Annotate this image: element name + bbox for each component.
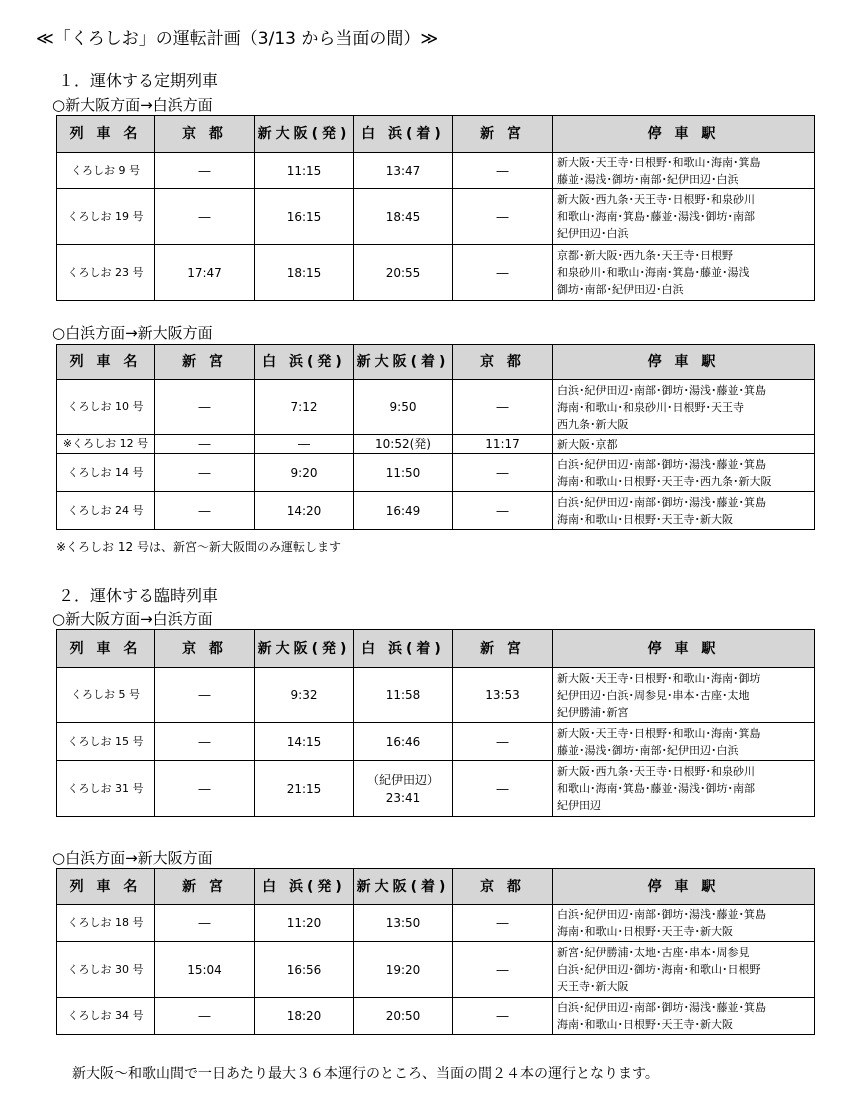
column-header: 京 都	[453, 869, 553, 905]
time-cell: ―	[453, 153, 553, 189]
time-cell: ―	[155, 454, 255, 492]
time-cell: ―	[255, 435, 354, 454]
column-header: 停 車 駅	[553, 630, 815, 668]
table-row	[57, 492, 815, 530]
train-name-cell: くろしお 10 号	[57, 380, 155, 435]
time-cell: 18:15	[255, 245, 354, 301]
stops-line: 藤並･湯浅･御坊･南部･紀伊田辺･白浜	[557, 743, 739, 757]
stops-line: 新宮･紀伊勝浦･太地･古座･串本･周参見	[557, 946, 750, 959]
train-name-cell: くろしお 15 号	[57, 723, 155, 761]
column-header: 停 車 駅	[553, 869, 815, 905]
table-row	[57, 454, 815, 492]
stops-line: 紀伊田辺･白浜	[557, 227, 629, 240]
column-header: 列 車 名	[57, 345, 155, 380]
time-cell: 17:47	[155, 245, 255, 301]
time-cell: 16:49	[354, 492, 453, 530]
stops-cell	[553, 998, 815, 1035]
page-title: ≪「くろしお」の運転計画（3/13 から当面の間）≫	[36, 29, 439, 49]
time-cell: ―	[453, 942, 553, 998]
stops-line: 白浜･紀伊田辺･御坊･海南･和歌山･日根野	[557, 963, 761, 976]
stops-cell	[553, 761, 815, 817]
time-cell: ―	[453, 189, 553, 245]
time-cell: 19:20	[354, 942, 453, 998]
column-header: 白 浜(発)	[255, 345, 354, 380]
time-cell: 15:04	[155, 942, 255, 998]
table-row	[57, 189, 815, 245]
time-cell: ―	[453, 761, 553, 817]
time-cell: ―	[155, 435, 255, 454]
time-cell: 20:55	[354, 245, 453, 301]
table-row	[57, 998, 815, 1035]
destination-label: （紀伊田辺）	[366, 772, 439, 787]
column-header: 列 車 名	[57, 869, 155, 905]
stops-line: 海南･和歌山･日根野･天王寺･西九条･新大阪	[557, 474, 772, 488]
stops-line: 新大阪･天王寺･日根野･和歌山･海南･箕島	[557, 726, 761, 740]
stops-line: 御坊･南部･紀伊田辺･白浜	[557, 283, 684, 296]
stops-line: 海南･和歌山･和泉砂川･日根野･天王寺	[557, 400, 744, 414]
time-cell: 11:50	[354, 454, 453, 492]
column-header: 新 宮	[155, 345, 255, 380]
column-header: 停 車 駅	[553, 116, 815, 153]
column-header: 白 浜(着)	[354, 630, 453, 668]
time-cell: 11:17	[453, 435, 553, 454]
stops-cell	[553, 492, 815, 530]
time-cell: 13:47	[354, 153, 453, 189]
time-cell: 18:45	[354, 189, 453, 245]
time-cell: 21:15	[255, 761, 354, 817]
stops-line: 白浜･紀伊田辺･南部･御坊･湯浅･藤並･箕島	[557, 495, 766, 509]
timetable-1-1	[56, 868, 815, 1035]
time-cell: 18:20	[255, 998, 354, 1035]
section-heading-special: ２．運休する臨時列車	[58, 586, 219, 605]
time-cell: ―	[155, 189, 255, 245]
time-cell: ―	[453, 245, 553, 301]
time-cell: 9:50	[354, 380, 453, 435]
time-cell	[354, 761, 453, 817]
stops-line: 紀伊田辺･白浜･周参見･串本･古座･太地	[557, 688, 750, 702]
time-cell: ―	[155, 492, 255, 530]
time-cell: ―	[155, 153, 255, 189]
column-header: 列 車 名	[57, 630, 155, 668]
direction-heading: ○白浜方面→新大阪方面	[52, 324, 213, 342]
stops-cell	[553, 153, 815, 189]
train-name-cell: くろしお 24 号	[57, 492, 155, 530]
time-cell: 9:32	[255, 668, 354, 723]
table-row	[57, 153, 815, 189]
time-cell: ―	[453, 492, 553, 530]
stops-line: 西九条･新大阪	[557, 417, 629, 431]
train-name-cell: くろしお 30 号	[57, 942, 155, 998]
table-header-row	[57, 869, 815, 905]
time-cell: 7:12	[255, 380, 354, 435]
column-header: 京 都	[155, 116, 255, 153]
stops-line: 白浜･紀伊田辺･南部･御坊･湯浅･藤並･箕島	[557, 1001, 766, 1014]
stops-line: 和歌山･海南･箕島･藤並･湯浅･御坊･南部	[557, 782, 755, 795]
time-cell: ―	[155, 905, 255, 942]
time-cell: ―	[155, 723, 255, 761]
time-cell: 20:50	[354, 998, 453, 1035]
stops-cell	[553, 189, 815, 245]
stops-line: 新大阪･西九条･天王寺･日根野･和泉砂川	[557, 765, 755, 778]
footnote: ※くろしお 12 号は、新宮～新大阪間のみ運転します	[56, 540, 341, 554]
time-cell: ―	[453, 723, 553, 761]
stops-line: 紀伊田辺	[557, 799, 601, 812]
stops-line: 白浜･紀伊田辺･南部･御坊･湯浅･藤並･箕島	[557, 457, 766, 471]
train-name-cell: くろしお 14 号	[57, 454, 155, 492]
time-value: 23:41	[385, 790, 421, 805]
stops-line: 新大阪･京都	[557, 437, 618, 451]
stops-line: 新大阪･西九条･天王寺･日根野･和泉砂川	[557, 193, 755, 206]
table-row	[57, 435, 815, 454]
time-cell: ―	[453, 454, 553, 492]
table-row	[57, 761, 815, 817]
train-name-cell: くろしお 5 号	[57, 668, 155, 723]
column-header: 京 都	[155, 630, 255, 668]
table-row	[57, 668, 815, 723]
stops-cell	[553, 668, 815, 723]
column-header: 停 車 駅	[553, 345, 815, 380]
direction-heading: ○新大阪方面→白浜方面	[52, 96, 213, 114]
stops-cell	[553, 942, 815, 998]
time-cell: 13:53	[453, 668, 553, 723]
time-cell: ―	[453, 380, 553, 435]
time-cell: 11:20	[255, 905, 354, 942]
stops-line: 京都･新大阪･西九条･天王寺･日根野	[557, 249, 733, 262]
train-name-cell: くろしお 19 号	[57, 189, 155, 245]
train-name-cell: くろしお 23 号	[57, 245, 155, 301]
stops-line: 海南･和歌山･日根野･天王寺･新大阪	[557, 925, 733, 938]
time-cell: ―	[453, 905, 553, 942]
stops-cell	[553, 723, 815, 761]
stops-line: 藤並･湯浅･御坊･南部･紀伊田辺･白浜	[557, 172, 739, 186]
table-row	[57, 942, 815, 998]
stops-line: 海南･和歌山･日根野･天王寺･新大阪	[557, 512, 733, 526]
column-header: 新大阪(発)	[255, 630, 354, 668]
time-cell: ―	[155, 380, 255, 435]
stops-line: 海南･和歌山･日根野･天王寺･新大阪	[557, 1018, 733, 1031]
stops-cell	[553, 454, 815, 492]
time-cell: 14:15	[255, 723, 354, 761]
time-cell: 11:58	[354, 668, 453, 723]
train-name-cell: くろしお 34 号	[57, 998, 155, 1035]
table-row	[57, 380, 815, 435]
table-row	[57, 245, 815, 301]
stops-line: 新大阪･天王寺･日根野･和歌山･海南･箕島	[557, 155, 761, 169]
column-header: 新 宮	[453, 630, 553, 668]
time-cell: 13:50	[354, 905, 453, 942]
train-name-cell: くろしお 18 号	[57, 905, 155, 942]
table-header-row	[57, 630, 815, 668]
column-header: 新大阪(発)	[255, 116, 354, 153]
footer-note: 新大阪～和歌山間で一日あたり最大３６本運行のところ、当面の間２４本の運行となります。	[72, 1066, 659, 1082]
stops-line: 新大阪･天王寺･日根野･和歌山･海南･御坊	[557, 671, 761, 685]
stops-line: 天王寺･新大阪	[557, 980, 629, 993]
section-heading-regular: １．運休する定期列車	[58, 71, 219, 90]
table-header-row	[57, 116, 815, 153]
table-row	[57, 723, 815, 761]
stops-line: 白浜･紀伊田辺･南部･御坊･湯浅･藤並･箕島	[557, 908, 766, 921]
direction-heading: ○白浜方面→新大阪方面	[52, 849, 213, 867]
column-header: 京 都	[453, 345, 553, 380]
time-cell: 10:52(発)	[354, 435, 453, 454]
stops-line: 紀伊勝浦･新宮	[557, 705, 629, 719]
column-header: 列 車 名	[57, 116, 155, 153]
direction-heading: ○新大阪方面→白浜方面	[52, 610, 213, 628]
train-name-cell: くろしお 9 号	[57, 153, 155, 189]
stops-cell	[553, 380, 815, 435]
column-header: 新大阪(着)	[354, 345, 453, 380]
time-cell: ―	[155, 668, 255, 723]
train-name-cell: くろしお 31 号	[57, 761, 155, 817]
stops-cell	[553, 905, 815, 942]
time-cell: 16:56	[255, 942, 354, 998]
stops-cell	[553, 245, 815, 301]
timetable-0-0	[56, 115, 815, 301]
stops-cell	[553, 435, 815, 454]
time-cell: 16:15	[255, 189, 354, 245]
stops-line: 白浜･紀伊田辺･南部･御坊･湯浅･藤並･箕島	[557, 383, 766, 397]
column-header: 白 浜(発)	[255, 869, 354, 905]
time-cell: ―	[453, 998, 553, 1035]
column-header: 新 宮	[453, 116, 553, 153]
stops-line: 和泉砂川･和歌山･海南･箕島･藤並･湯浅	[557, 266, 750, 279]
column-header: 新 宮	[155, 869, 255, 905]
timetable-1-0	[56, 629, 815, 817]
column-header: 白 浜(着)	[354, 116, 453, 153]
time-cell: 9:20	[255, 454, 354, 492]
time-cell: 14:20	[255, 492, 354, 530]
timetable-0-1	[56, 344, 815, 530]
stops-line: 和歌山･海南･箕島･藤並･湯浅･御坊･南部	[557, 210, 755, 223]
time-cell: ―	[155, 998, 255, 1035]
time-cell: 16:46	[354, 723, 453, 761]
table-row	[57, 905, 815, 942]
time-cell: 11:15	[255, 153, 354, 189]
table-header-row	[57, 345, 815, 380]
time-cell: ―	[155, 761, 255, 817]
train-name-cell: ※くろしお 12 号	[57, 435, 155, 454]
column-header: 新大阪(着)	[354, 869, 453, 905]
